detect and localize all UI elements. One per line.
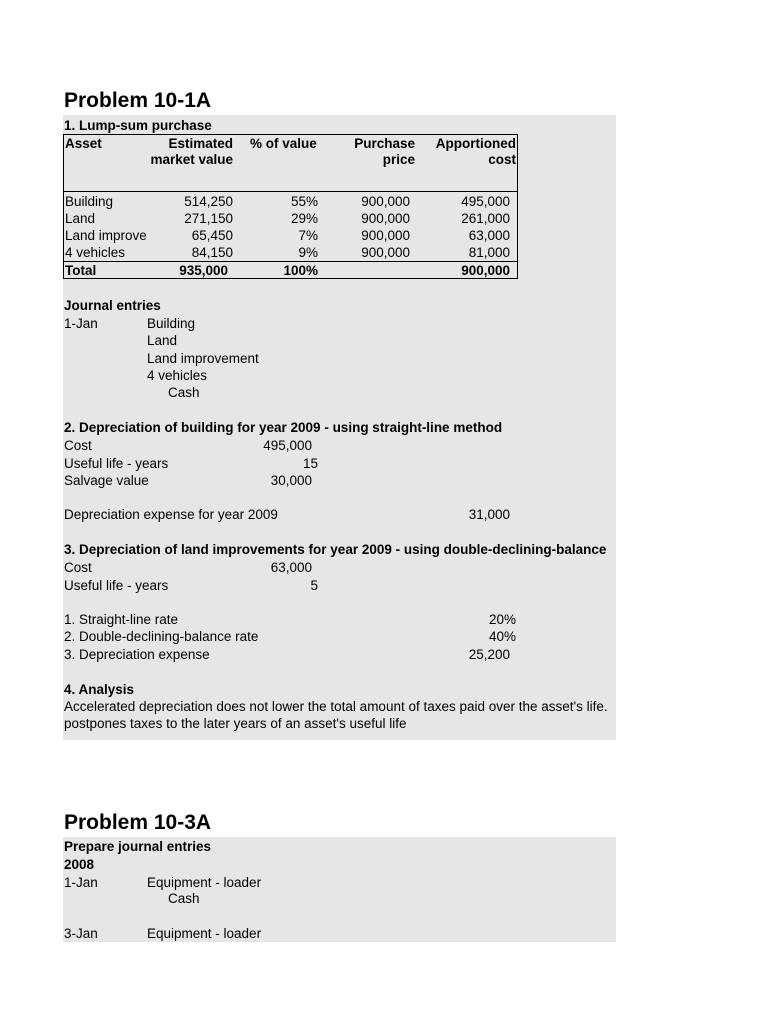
cell-cost: 63,000: [468, 228, 510, 243]
problem-10-1a-title: Problem 10-1A: [64, 89, 212, 112]
building-life-label: Useful life - years: [64, 456, 169, 471]
landimp-life-value: 5: [310, 578, 318, 593]
problem-10-3a-title: Problem 10-3A: [64, 811, 212, 834]
cell-price: 900,000: [361, 245, 410, 260]
building-expense-value: 31,000: [468, 507, 510, 522]
cell-total-label: Total: [65, 263, 97, 278]
ddb-expense-value: 25,200: [468, 647, 510, 662]
cell-cost: 81,000: [468, 245, 510, 260]
section-3-heading: 3. Depreciation of land improvements for year 2009 - using double-declining-balance: [64, 542, 607, 557]
building-expense-label: Depreciation expense for year 2009: [64, 507, 278, 522]
cell-pct: 9%: [298, 245, 318, 260]
cell-pct: 7%: [298, 228, 318, 243]
landimp-life-label: Useful life - years: [64, 578, 169, 593]
col-header-purchase: Purchase: [354, 136, 415, 151]
cell-cost: 261,000: [461, 211, 510, 226]
section-2-heading: 2. Depreciation of building for year 2009 - using straight-line method: [64, 420, 503, 435]
cell-asset: Building: [65, 194, 114, 209]
journal-date: 1-Jan: [64, 316, 98, 331]
straight-line-rate-value: 20%: [488, 612, 516, 627]
cell-total-cost: 900,000: [461, 263, 510, 278]
cell-market-value: 271,150: [184, 211, 233, 226]
building-cost-label: Cost: [64, 438, 92, 453]
cell-price: 900,000: [361, 211, 410, 226]
cell-market-value: 65,450: [191, 228, 233, 243]
entry-credit: Cash: [168, 891, 200, 906]
ddb-expense-label: 3. Depreciation expense: [64, 647, 210, 662]
journal-credit-line: Cash: [168, 385, 200, 400]
cell-asset: 4 vehicles: [65, 245, 126, 260]
cell-pct: 55%: [290, 194, 318, 209]
prepare-journal-heading: Prepare journal entries: [64, 839, 212, 854]
building-life-value: 15: [302, 456, 318, 471]
entry-debit: Equipment - loader: [147, 875, 262, 890]
entry-date: 3-Jan: [64, 926, 98, 941]
building-salvage-value: 30,000: [270, 473, 312, 488]
cell-market-value: 514,250: [184, 194, 233, 209]
cell-total-pct: 100%: [283, 263, 318, 278]
cell-price: 900,000: [361, 194, 410, 209]
journal-debit-line: Land improvement: [147, 351, 259, 366]
entry-date: 1-Jan: [64, 875, 98, 890]
cell-market-value: 84,150: [191, 245, 233, 260]
col-header-cost: cost: [488, 152, 516, 167]
building-cost-value: 495,000: [263, 438, 312, 453]
cell-cost: 495,000: [461, 194, 510, 209]
cell-pct: 29%: [290, 211, 318, 226]
analysis-line-1: Accelerated depreciation does not lower the total amount of taxes paid over the asset's life.: [64, 699, 608, 714]
col-header-asset: Asset: [65, 136, 102, 151]
journal-debit-line: Building: [147, 316, 196, 331]
entry-debit: Equipment - loader: [147, 926, 262, 941]
section-1-heading: 1. Lump-sum purchase: [64, 118, 212, 133]
landimp-cost-value: 63,000: [270, 560, 312, 575]
cell-asset: Land: [65, 211, 96, 226]
col-header-apportioned: Apportioned: [435, 136, 516, 151]
journal-debit-line: Land: [147, 333, 178, 348]
building-salvage-label: Salvage value: [64, 473, 149, 488]
col-header-price: price: [382, 152, 415, 167]
journal-entries-heading: Journal entries: [64, 298, 161, 313]
col-header-market-value: market value: [150, 152, 233, 167]
year-label: 2008: [64, 857, 95, 872]
ddb-rate-label: 2. Double-declining-balance rate: [64, 629, 259, 644]
landimp-cost-label: Cost: [64, 560, 92, 575]
cell-asset: Land improve: [65, 228, 147, 243]
journal-debit-line: 4 vehicles: [147, 368, 208, 383]
ddb-rate-value: 40%: [488, 629, 516, 644]
cell-price: 900,000: [361, 228, 410, 243]
straight-line-rate-label: 1. Straight-line rate: [64, 612, 179, 627]
cell-total-market-value: 935,000: [179, 263, 228, 278]
analysis-line-2: postpones taxes to the later years of an asset's useful life: [64, 716, 407, 731]
col-header-estimated: Estimated: [168, 136, 233, 151]
section-4-heading: 4. Analysis: [64, 682, 135, 697]
col-header-pct-of-value: % of value: [250, 136, 317, 151]
